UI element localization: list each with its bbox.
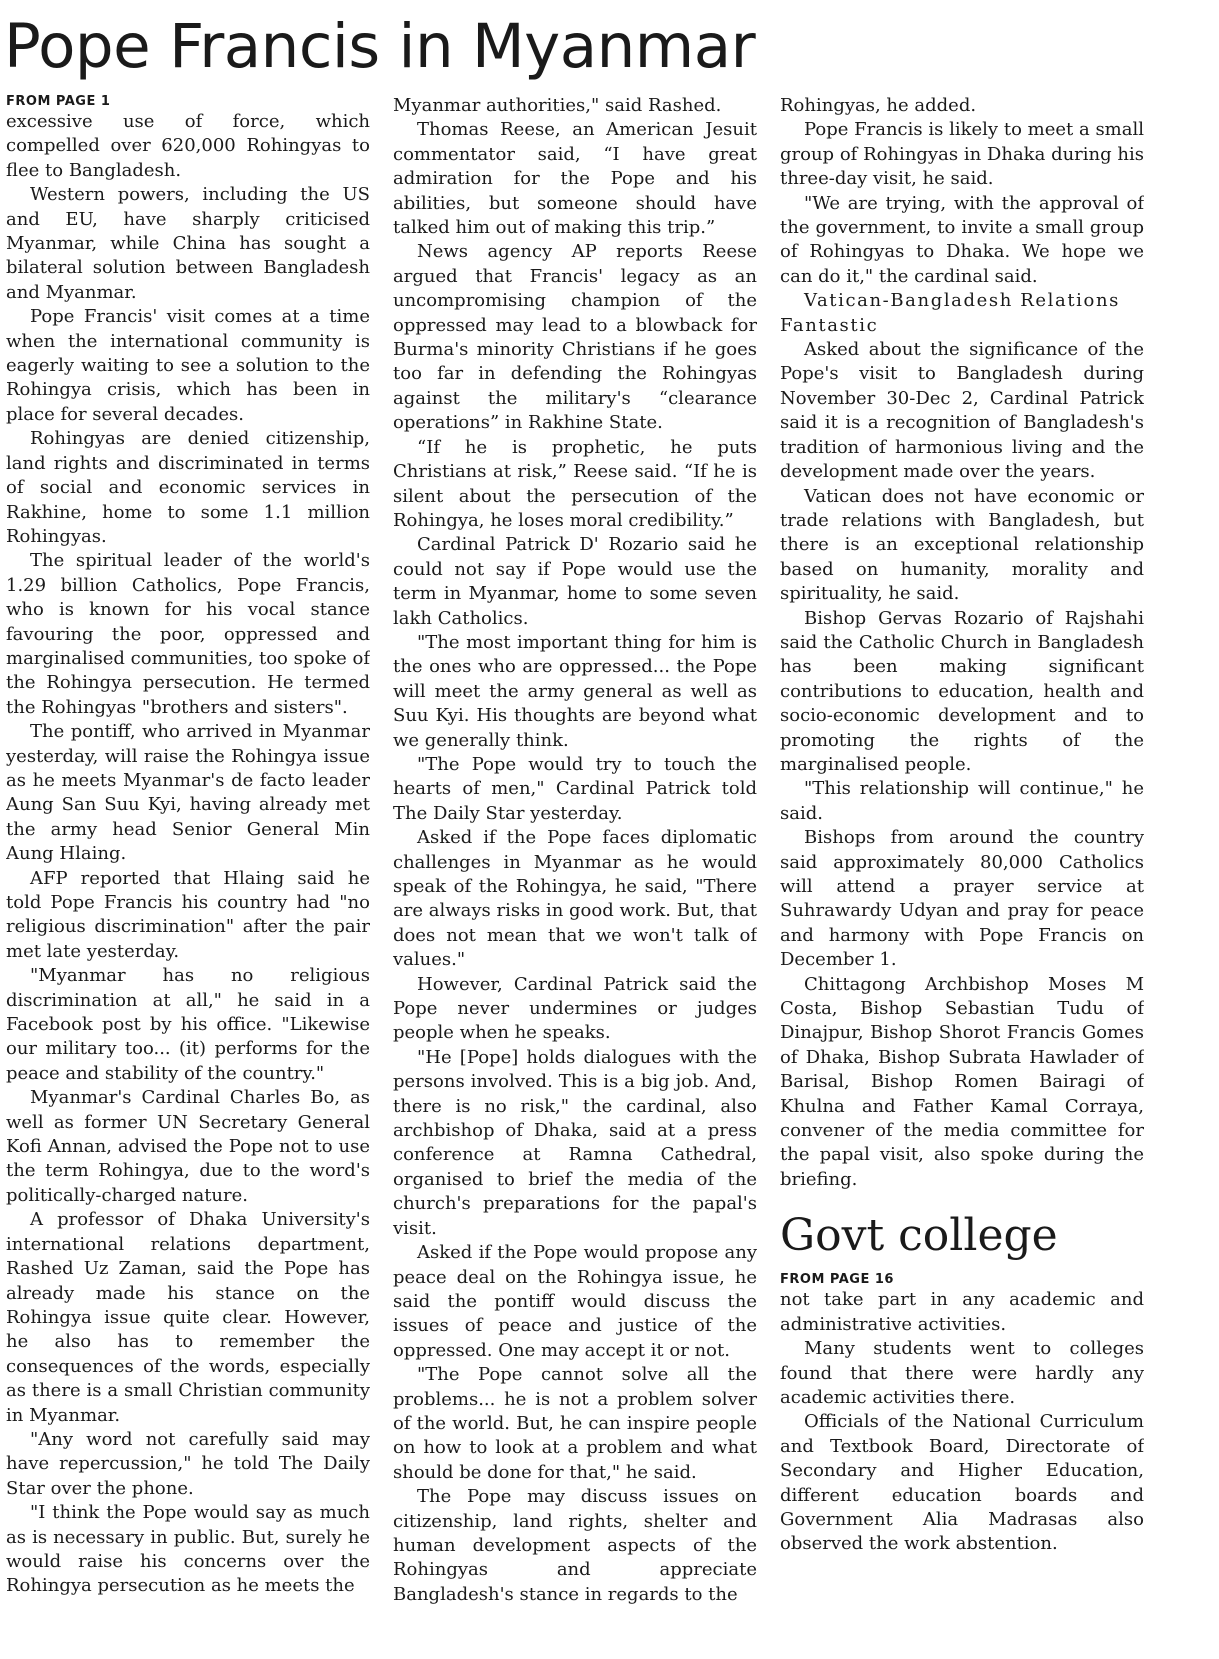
article-headline: Pope Francis in Myanmar bbox=[4, 11, 756, 82]
column-3 bbox=[780, 94, 1144, 1654]
paragraph: Myanmar's Cardinal Charles Bo, as well as former UN Secretary General Kofi Annan, advised the Pope not to use the term Rohingya, due to the word's politically-charged nature. bbox=[6, 1087, 370, 1206]
paragraph: Rohingyas, he added. bbox=[780, 95, 977, 116]
paragraph: "The Pope cannot solve all the problems... he is not a problem solver of the world. But, he can inspire people on how to look at a problem and what should be done for that," he said. bbox=[393, 1364, 757, 1483]
paragraph: Chittagong Archbishop Moses M Costa, Bishop Sebastian Tudu of Dinajpur, Bishop Shorot Francis Gomes of Dhaka, Bishop Subrata Hawlader of Barisal, Bishop Romen Bairagi of Khulna and Father Kamal Corraya, convener of the media committee for the papal visit, also spoke during the briefing. bbox=[780, 973, 1144, 1190]
paragraph: Thomas Reese, an American Jesuit commentator said, “I have great admiration for the Pope and his abilities, but someone should have talked him out of making this trip.” bbox=[393, 119, 757, 239]
paragraph: "I think the Pope would say as much as is necessary in public. But, surely he would raise his concerns over the Rohingya persecution as he meets the bbox=[6, 1502, 370, 1597]
paragraph: Pope Francis is likely to meet a small group of Rohingyas in Dhaka during his three-day visit, he said. bbox=[780, 119, 1144, 190]
second-article-headline: Govt college bbox=[780, 1210, 1058, 1262]
paragraph: Asked if the Pope faces diplomatic challenges in Myanmar as he would speak of the Rohingya, he said, "There are always risks in good work. But, that does not mean that we won't talk of values." bbox=[393, 827, 757, 971]
section-subhead: Vatican-Bangladesh Relations Fantastic bbox=[780, 290, 1120, 336]
paragraph: excessive use of force, which compelled over 620,000 Rohingyas to flee to Bangladesh. bbox=[6, 111, 370, 181]
paragraph: However, Cardinal Patrick said the Pope never undermines or judges people when he speaks. bbox=[393, 973, 757, 1044]
paragraph: "We are trying, with the approval of the government, to invite a small group of Rohingyas to Dhaka. We hope we can do it," the cardinal said. bbox=[780, 192, 1144, 287]
paragraph: "The most important thing for him is the ones who are oppressed... the Pope will meet the army general as well as Suu Kyi. His thoughts are beyond what we generally think. bbox=[393, 631, 757, 751]
paragraph: Vatican does not have economic or trade relations with Bangladesh, but there is an exceptional relationship based on humanity, morality and spirituality, he said. bbox=[780, 485, 1144, 605]
paragraph: "Any word not carefully said may have repercussion," he told The Daily Star over the phone. bbox=[6, 1428, 370, 1499]
paragraph: "The Pope would try to touch the hearts of men," Cardinal Patrick told The Daily Star yesterday. bbox=[393, 753, 757, 824]
second-article-jump-line: FROM PAGE 16 bbox=[780, 1272, 894, 1288]
paragraph: Pope Francis' visit comes at a time when the international community is eagerly waiting to see a solution to the Rohingya crisis, which has been in place for several decades. bbox=[6, 306, 370, 425]
paragraph: Western powers, including the US and EU, have sharply criticised Myanmar, while China has sought a bilateral solution between Bangladesh and Myanmar. bbox=[6, 184, 370, 303]
paragraph: The pontiff, who arrived in Myanmar yesterday, will raise the Rohingya issue as he meets Myanmar's de facto leader Aung San Suu Kyi, having already met the army head Senior General Min Aung Hlaing. bbox=[6, 721, 370, 865]
jump-line: FROM PAGE 1 bbox=[6, 94, 111, 109]
paragraph: Many students went to colleges found that there were hardly any academic activities there. bbox=[780, 1338, 1144, 1408]
paragraph: A professor of Dhaka University's international relations department, Rashed Uz Zaman, said the Pope has already made his stance on the Rohingya issue quite clear. However, he also has to remember the consequences of the words, especially as there is a small Christian community in Myanmar. bbox=[6, 1209, 370, 1426]
paragraph: "This relationship will continue," he said. bbox=[780, 778, 1144, 824]
paragraph: Bishops from around the country said approximately 80,000 Catholics will attend a prayer service at Suhrawardy Udyan and pray for peace and harmony with Pope Francis on December 1. bbox=[780, 827, 1144, 971]
paragraph: Asked about the significance of the Pope's visit to Bangladesh during November 30-Dec 2, Cardinal Patrick said it is a recognition of Bangladesh's tradition of harmonious living and the development made over the years. bbox=[780, 339, 1144, 483]
paragraph: Officials of the National Curriculum and Textbook Board, Directorate of Secondary and Higher Education, different education boards and Government Alia Madrasas also observed the work abstention. bbox=[780, 1411, 1144, 1555]
paragraph: Asked if the Pope would propose any peace deal on the Rohingya issue, he said the pontiff would discuss the issues of peace and justice of the oppressed. One may accept it or not. bbox=[393, 1242, 757, 1361]
paragraph: Cardinal Patrick D' Rozario said he could not say if Pope would use the term in Myanmar, home to some seven lakh Catholics. bbox=[393, 534, 757, 629]
paragraph: Myanmar authorities," said Rashed. bbox=[393, 95, 722, 116]
paragraph: AFP reported that Hlaing said he told Pope Francis his country had "no religious discrimination" after the pair met late yesterday. bbox=[6, 867, 370, 962]
paragraph: News agency AP reports Reese argued that Francis' legacy as an uncompromising champion of the oppressed may lead to a blowback for Burma's minority Christians if he goes too far in defending the Rohingyas against the military's “clearance operations” in Rakhine State. bbox=[393, 241, 757, 434]
paragraph: “If he is prophetic, he puts Christians at risk,” Reese said. “If he is silent about the persecution of the Rohingya, he loses moral credibility.” bbox=[393, 436, 757, 531]
paragraph: "He [Pope] holds dialogues with the persons involved. This is a big job. And, there is no risk," the cardinal, also archbishop of Dhaka, said at a press conference at Ramna Cathedral, organised to brief the media of the church's preparations for the papal's visit. bbox=[393, 1046, 757, 1239]
column-1 bbox=[6, 94, 370, 1654]
paragraph: Rohingyas are denied citizenship, land rights and discriminated in terms of social and economic services in Rakhine, home to some 1.1 million Rohingyas. bbox=[6, 428, 370, 547]
paragraph: not take part in any academic and administrative activities. bbox=[780, 1289, 1144, 1335]
paragraph: "Myanmar has no religious discrimination at all," he said in a Facebook post by his office. "Likewise our military too... (it) performs for the peace and stability of the country." bbox=[6, 965, 370, 1084]
paragraph: The spiritual leader of the world's 1.29 billion Catholics, Pope Francis, who is known for his vocal stance favouring the poor, oppressed and marginalised communities, too spoke of the Rohingya persecution. He termed the Rohingyas "brothers and sisters". bbox=[6, 550, 370, 718]
paragraph: Bishop Gervas Rozario of Rajshahi said the Catholic Church in Bangladesh has been making significant contributions to education, health and socio-economic development and to promoting the rights of the marginalised people. bbox=[780, 607, 1144, 775]
column-2 bbox=[393, 94, 757, 1654]
paragraph: The Pope may discuss issues on citizenship, land rights, shelter and human development aspects of the Rohingyas and appreciate Bangladesh's stance in regards to the bbox=[393, 1486, 757, 1605]
